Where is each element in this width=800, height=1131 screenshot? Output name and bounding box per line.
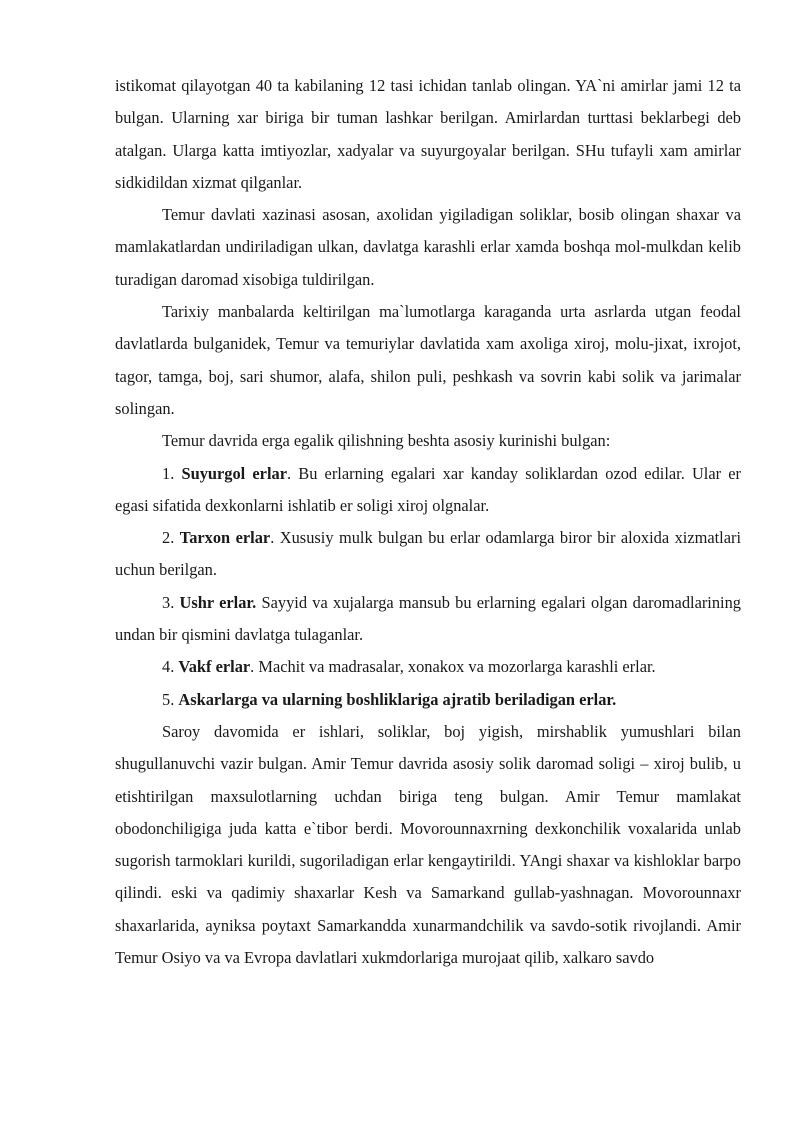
text-run: Temur davrida erga egalik qilishning beshta asosiy kurinishi bulgan: bbox=[162, 431, 611, 451]
text-run: Temur davlati xazinasi asosan, axolidan yigiladigan soliklar, bosib olingan shaxar va mamlakatlardan undiriladigan ulkan, davlatga karashli erlar xamda boshqa mol-mulkdan kelib turadigan daromad xisobiga tuldirilgan. bbox=[115, 205, 741, 289]
list-number: 1. bbox=[162, 463, 182, 483]
paragraph bbox=[115, 199, 741, 296]
list-number: 5. bbox=[162, 689, 179, 709]
list-number: 3. bbox=[162, 592, 180, 612]
document-page bbox=[115, 70, 741, 974]
text-run: Sayyid va xujalarga mansub bu erlarning egalari olgan daromadlarining undan bir qismini davlatga tulaganlar. bbox=[115, 592, 741, 645]
list-number: 4. bbox=[162, 657, 179, 677]
term-heading: Tarxon erlar bbox=[179, 528, 271, 548]
list-item-askarlar bbox=[115, 684, 741, 716]
term-heading: Suyurgol erlar bbox=[181, 463, 287, 483]
text-run: . Machit va madrasalar, xonakox va mozorlarga karashli erlar. bbox=[250, 657, 656, 677]
list-item-vakf bbox=[115, 651, 741, 683]
text-run: istikomat qilayotgan 40 ta kabilaning 12 tasi ichidan tanlab olingan. YA`ni amirlar jami 12 ta bulgan. Ularning xar biriga bir tuman lashkar berilgan. Amirlardan turttasi beklarbegi deb atalgan. Ularga katta imtiyozlar, xadyalar va suyurgoyalar berilgan. SHu tufayli xam amirlar sidkidildan xizmat qilganlar. bbox=[115, 76, 741, 192]
paragraph bbox=[115, 70, 741, 199]
term-heading: Ushr erlar. bbox=[179, 592, 257, 612]
text-run: . Xususiy mulk bulgan bu erlar odamlarga biror bir aloxida xizmatlari uchun berilgan. bbox=[115, 528, 742, 580]
term-heading: Vakf erlar bbox=[178, 657, 251, 677]
list-number: 2. bbox=[162, 528, 180, 548]
list-item-tarxon bbox=[115, 522, 741, 587]
text-run: Saroy davomida er ishlari, soliklar, boj yigish, mirshablik yumushlari bilan shugullanuvchi vazir bulgan. Amir Temur davrida asosiy solik daromad soligi – xiroj bulib, u etishtirilgan maxsulotlarning uchdan biriga teng bulgan. Amir Temur mamlakat obodonchiligiga juda katta e`tibor berdi. Movorounnaxrning dexkonchilik voxalarida unlab sugorish tarmoklari kurildi, sugoriladigan erlar kengaytirildi. YAngi shaxar va kishloklar barpo qilindi. eski va qadimiy shaxarlar Kesh va Samarkand gullab-yashnagan. Movorounnaxr shaxarlarida, ayniksa poytaxt Samarkandda xunarmandchilik va savdo-sotik rivojlandi. Amir Temur Osiyo va va Evropa davlatlari xukmdorlariga murojaat qilib, xalkaro savdo bbox=[115, 721, 741, 968]
list-item-ushr bbox=[115, 587, 741, 652]
paragraph bbox=[115, 425, 741, 457]
paragraph bbox=[115, 716, 741, 974]
text-run: . Bu erlarning egalari xar kanday soliklardan ozod edilar. Ular er egasi sifatida dexkonlarni ishlatib er soligi xiroj olgnalar. bbox=[115, 463, 741, 515]
text-run: Tarixiy manbalarda keltirilgan ma`lumotlarga karaganda urta asrlarda utgan feodal davlatlarda bulganidek, Temur va temuriylar davlatida xam axoliga xiroj, molu-jixat, ixrojot, tagor, tamga, boj, sari shumor, alafa, shilon puli, peshkash va sovrin kabi solik va jarimalar solingan. bbox=[115, 302, 741, 418]
paragraph bbox=[115, 296, 741, 425]
list-item-suyurgol bbox=[115, 458, 741, 523]
term-heading: Askarlarga va ularning boshliklariga ajratib beriladigan erlar. bbox=[178, 689, 617, 709]
